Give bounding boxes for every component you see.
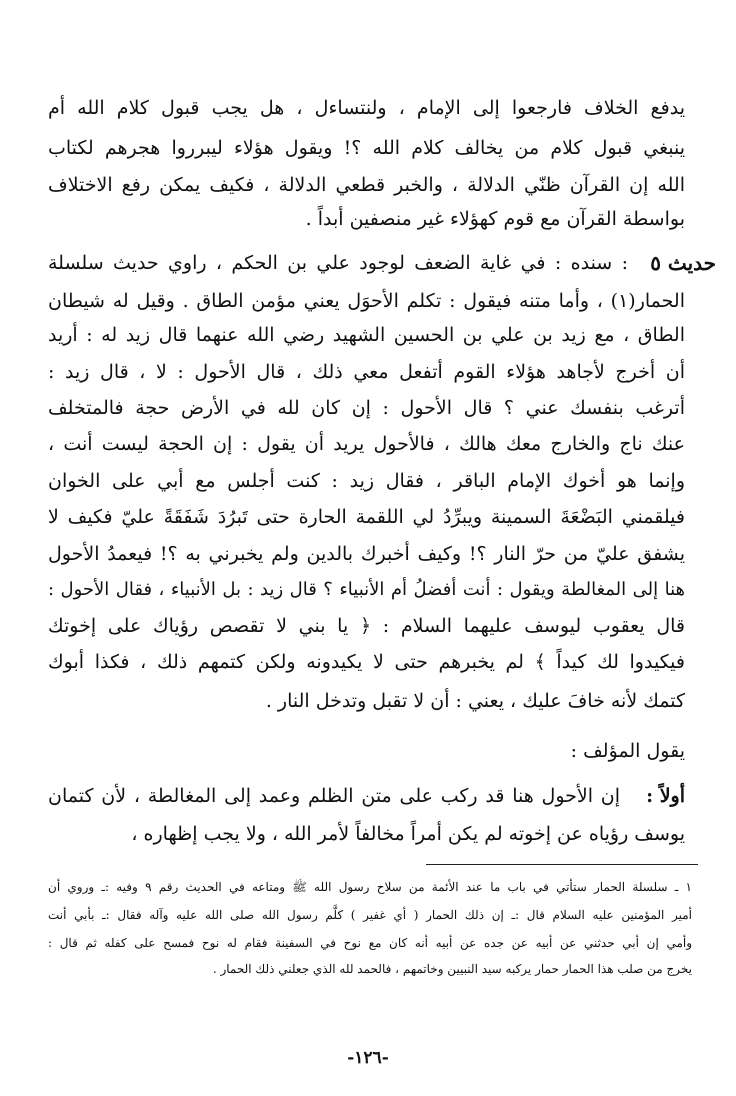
hadith-line-5: أترغب بنفسك عني ؟ قال الأحول : إن كان لله في الأرض حجة فالمتخلف — [48, 397, 685, 419]
paragraph1-line-4: بواسطة القرآن مع قوم كهؤلاء غير منصفين أبداً . — [305, 208, 685, 230]
hadith-line-2: الحمار(١) ، وأما متنه فيقول : تكلم الأحوَل يعني مؤمن الطاق . وقيل له شيطان — [48, 290, 685, 312]
hadith-line-7: وإنما هو أخوك الإمام الباقر ، فقال زيد : كنت أجلس مع أبي على الخوان — [48, 470, 685, 492]
hadith-line-13: كتمك لأنه خافَ عليك ، يعني : أن لا تقبل وتدخل النار . — [265, 690, 685, 712]
paragraph1-line-3: الله إن القرآن ظنّي الدلالة ، والخبر قطعي الدلالة ، فكيف يمكن رفع الاختلاف — [48, 174, 685, 196]
paragraph1-line-1: يدفع الخلاف فارجعوا إلى الإمام ، ولنتساءل ، هل يجب قبول كلام الله أم — [48, 97, 685, 119]
hadith-number-label: حديث ٥ — [650, 251, 716, 275]
hadith-line-1: : سنده : في غاية الضعف لوجود علي بن الحكم ، راوي حديث سلسلة — [48, 252, 628, 274]
hadith-line-10: هنا إلى المغالطة ويقول : أنت أفضلُ أم الأنبياء ؟ قال زيد : بل الأنبياء ، فقال الأحول : — [48, 579, 685, 600]
footnote-line-2: أمير المؤمنين عليه السلام قال :ـ إن ذلك الحمار ( أي غفير ) كلَّم رسول الله صلى الله عليه وآله فقال :ـ بأبي أنت — [48, 908, 692, 922]
author-heading: يقول المؤلف : — [570, 740, 685, 762]
page-number: -١٢٦- — [347, 1048, 389, 1068]
footnote-line-3: وأمي إن أبي حدثني عن أبيه عن جده عن أبيه أنه كان مع نوح في السفينة فقام له نوح فمسح على كفله ثم قال : — [48, 936, 692, 950]
paragraph1-line-2: ينبغي قبول كلام من يخالف كلام الله ؟! ويقول هؤلاء ليبرروا هجرهم لكتاب — [48, 137, 685, 159]
author-line-1: إن الأحول هنا قد ركب على متن الظلم وعمد إلى المغالطة ، لأن كتمان — [48, 785, 620, 807]
hadith-line-8: فيلقمني البَضْعَةَ السمينة ويبرِّدُ لي اللقمة الحارة حتى تَبرُدَ شَفَقَةً عليّ فكيف لا — [48, 506, 685, 528]
footnote-line-4: يخرج من صلب هذا الحمار حمار يركبه سيد النبيين وخاتمهم ، فالحمد لله الذي جعلني ذلك الحمار . — [212, 962, 692, 976]
hadith-line-9: يشفق عليّ من حرّ النار ؟! وكيف أخبرك بالدين ولم يخبرني به ؟! فيعمدُ الأحول — [48, 543, 685, 565]
hadith-line-6: عنك ناج والخارج معك هالك ، فالأحول يريد أن يقول : إن الحجة ليست أنت ، — [48, 433, 685, 455]
author-line-2: يوسف رؤياه عن إخوته لم يكن أمراً مخالفاً لأمر الله ، ولا يجب إظهاره ، — [131, 823, 685, 845]
first-point-label: أولاً : — [646, 785, 685, 807]
footnote-line-1: ١ ـ سلسلة الحمار ستأتي في باب ما عند الأئمة من سلاح رسول الله ﷺ ومتاعه في الحديث رقم ٩ وفيه :ـ وروي أن — [48, 880, 692, 894]
footnote-separator — [426, 864, 698, 865]
hadith-line-3: الطاق ، مع زيد بن علي بن الحسين الشهيد رضي الله عنهما قال زيد له : أريد — [48, 324, 685, 346]
hadith-line-11: قال يعقوب ليوسف عليهما السلام : ﴿ يا بني لا تقصص رؤياك على إخوتك — [48, 615, 685, 637]
hadith-line-4: أن أخرج لأجاهد هؤلاء القوم أتفعل معي ذلك ، قال الأحول : لا ، قال زيد : — [48, 361, 685, 383]
hadith-line-12: فيكيدوا لك كيداً ﴾ لم يخبرهم حتى لا يكيدونه ولكن كتمهم ذلك ، فكذا أبوك — [48, 651, 685, 673]
